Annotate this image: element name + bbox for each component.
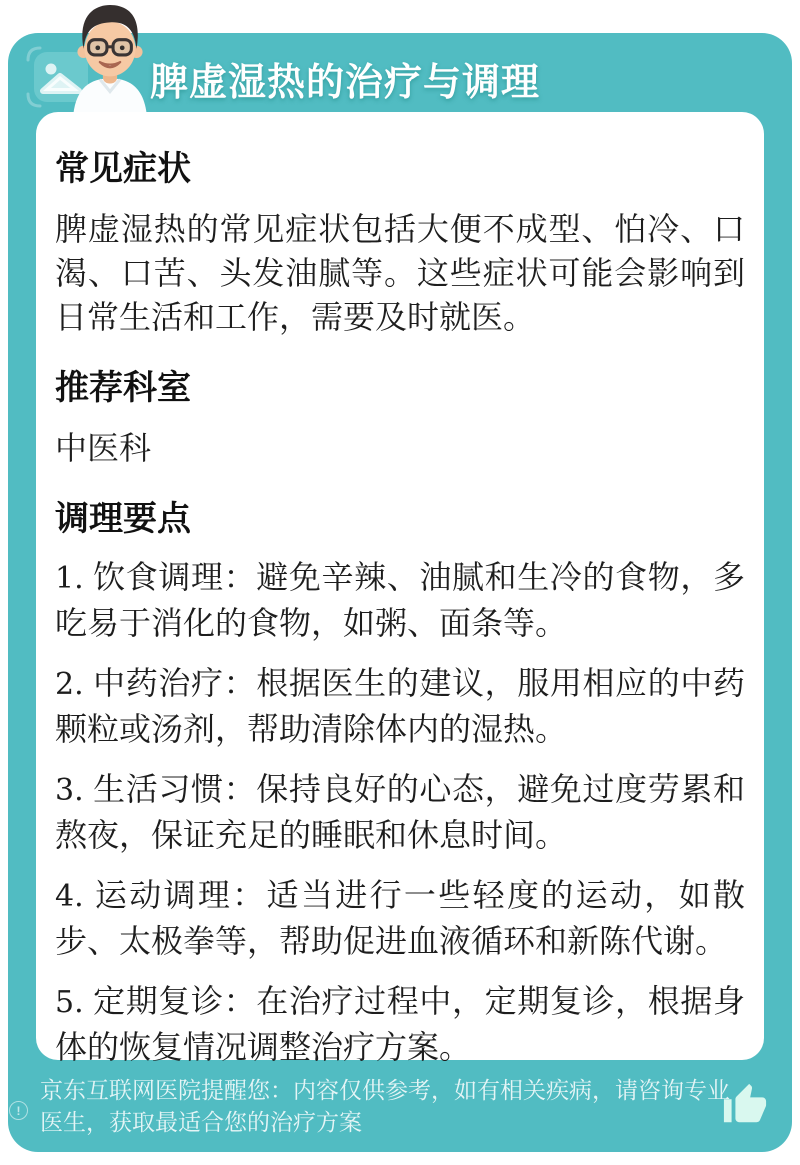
doctor-avatar <box>58 2 162 114</box>
list-item <box>55 873 745 963</box>
list-item <box>55 979 745 1069</box>
list-item-number: 2. <box>55 667 84 702</box>
list-item-number: 3. <box>55 773 84 808</box>
thumbs-up-icon[interactable] <box>722 1082 768 1128</box>
list-item-text: 中药治疗：根据医生的建议，服用相应的中药颗粒或汤剂，帮助清除体内的湿热。 <box>55 665 745 747</box>
list-item <box>55 767 745 857</box>
disclaimer-footer <box>0 1072 800 1142</box>
page-title: 脾虚湿热的治疗与调理 <box>150 62 541 104</box>
list-item-number: 5. <box>55 985 84 1020</box>
list-item <box>55 661 745 751</box>
list-item-number: 1. <box>55 561 84 596</box>
list-item-text: 定期复诊：在治疗过程中，定期复诊，根据身体的恢复情况调整治疗方案。 <box>55 983 745 1065</box>
section-heading-care-points: 调理要点 <box>55 500 191 538</box>
disclaimer-text: 京东互联网医院提醒您：内容仅供参考，如有相关疾病，请咨询专业医生，获取最适合您的治疗方案 <box>40 1077 730 1135</box>
department-value: 中医科 <box>55 430 152 466</box>
content-card <box>36 112 764 1065</box>
section-heading-symptoms: 常见症状 <box>55 150 191 188</box>
list-item-number: 4. <box>55 879 84 914</box>
list-item-text: 饮食调理：避免辛辣、油腻和生冷的食物，多吃易于消化的食物，如粥、面条等。 <box>55 559 745 641</box>
info-icon: ! <box>9 1101 28 1120</box>
symptoms-paragraph: 脾虚湿热的常见症状包括大便不成型、怕冷、口渴、口苦、头发油腻等。这些症状可能会影响到日常生活和工作，需要及时就医。 <box>55 211 745 335</box>
list-item <box>55 555 745 645</box>
list-item-text: 生活习惯：保持良好的心态，避免过度劳累和熬夜，保证充足的睡眠和休息时间。 <box>55 771 745 853</box>
list-item-text: 运动调理：适当进行一些轻度的运动，如散步、太极拳等，帮助促进血液循环和新陈代谢。 <box>55 877 745 959</box>
section-heading-department: 推荐科室 <box>55 369 191 407</box>
